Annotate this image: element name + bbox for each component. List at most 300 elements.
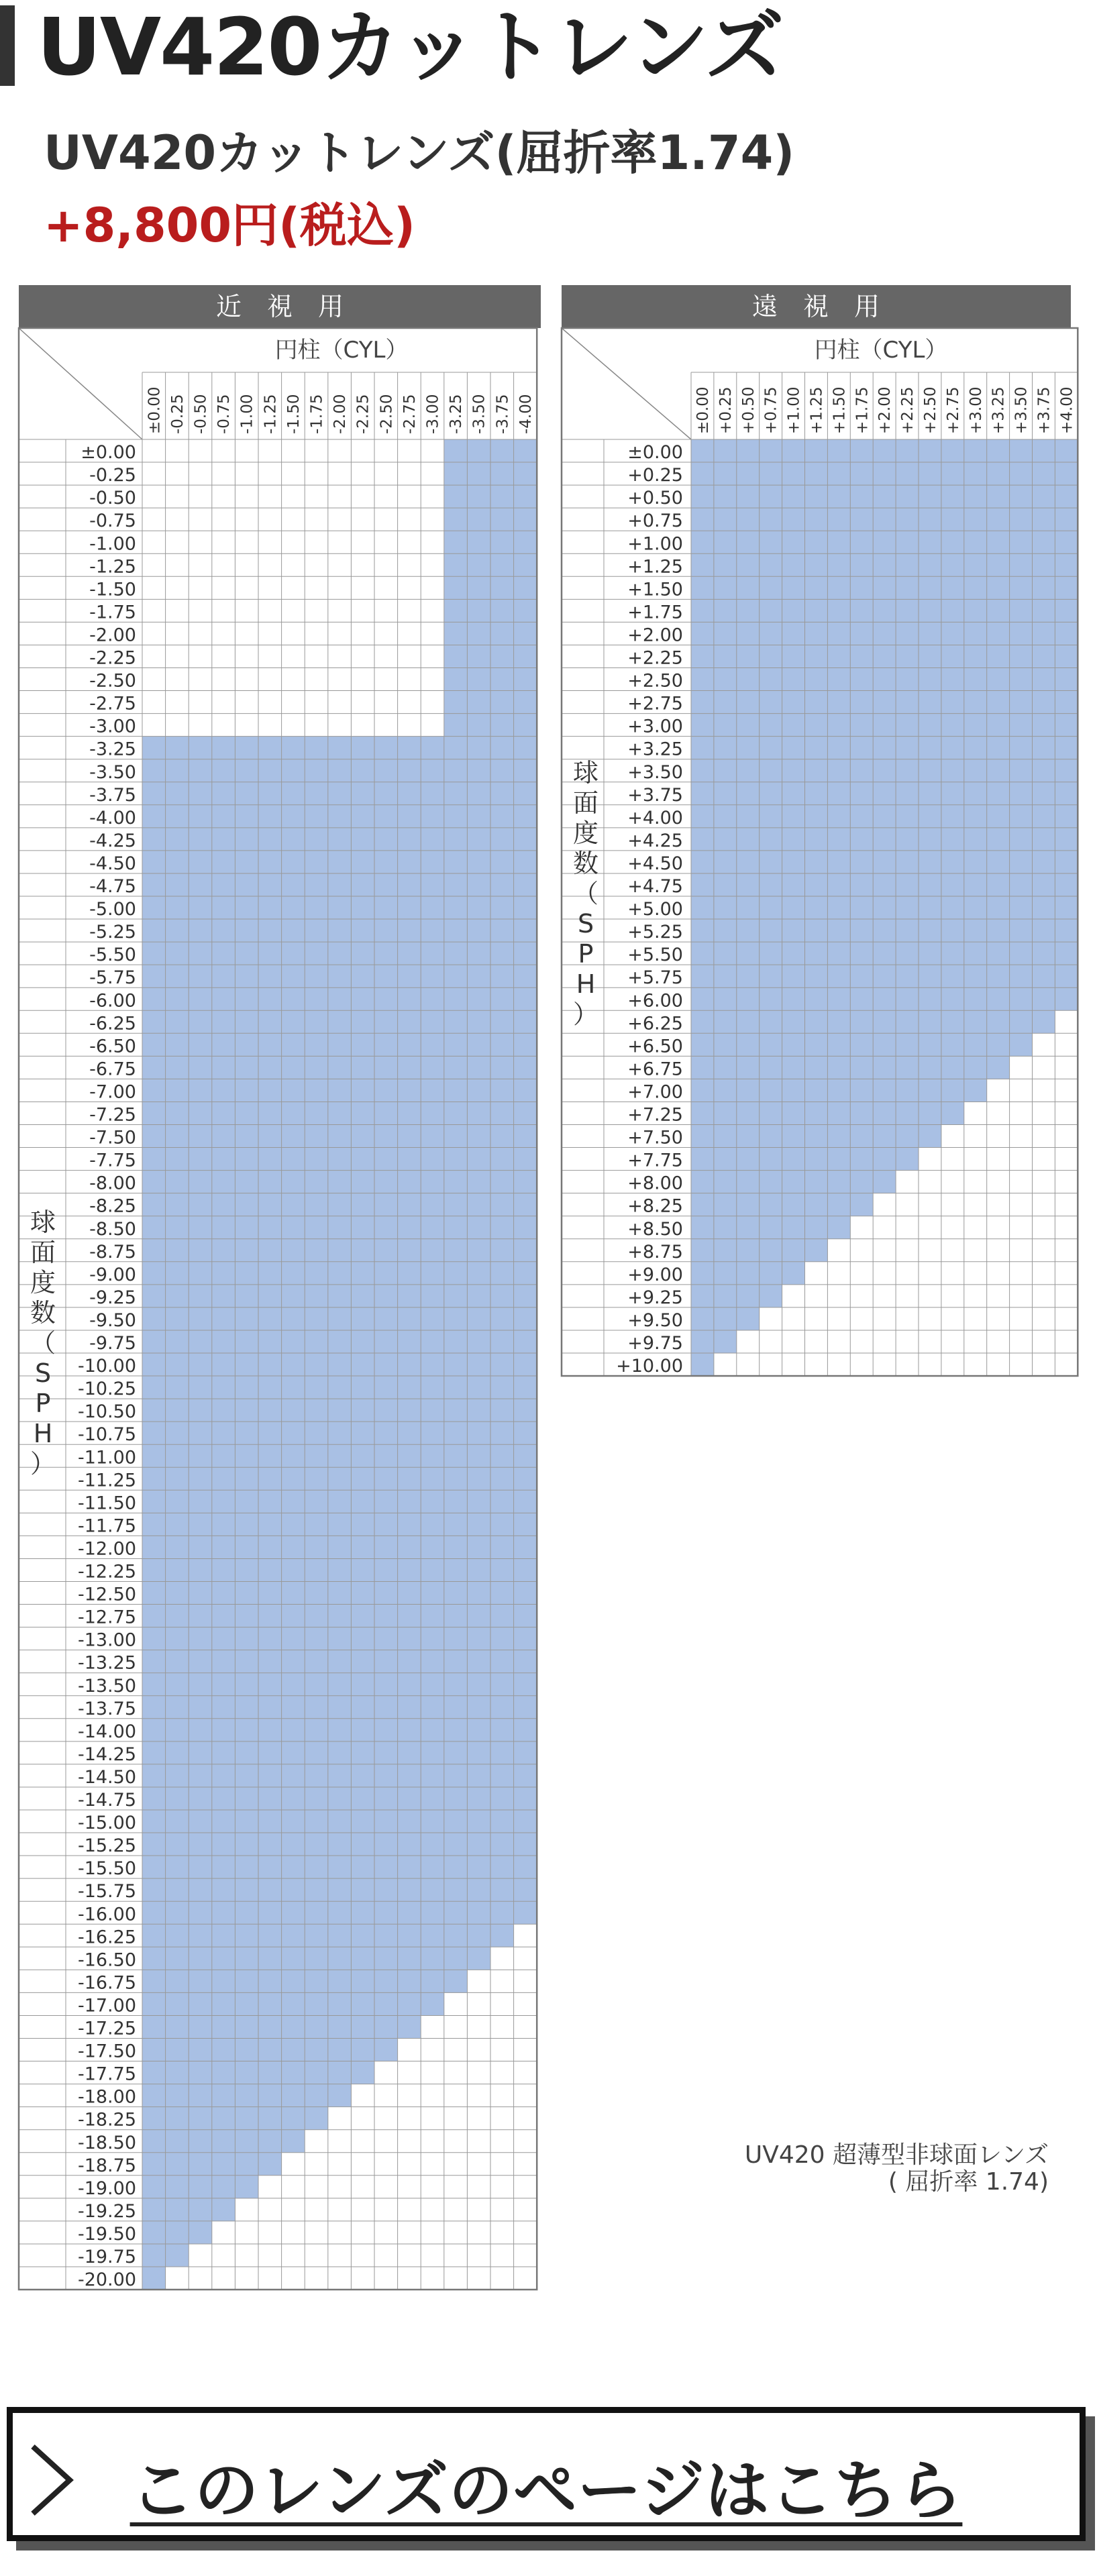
near-cell-available bbox=[142, 1787, 166, 1810]
near-cell-available bbox=[490, 1558, 514, 1581]
near-cell-available bbox=[328, 1719, 352, 1741]
near-cell-available bbox=[374, 1216, 398, 1239]
near-cell-available bbox=[305, 1216, 328, 1239]
far-cell-available bbox=[1010, 531, 1033, 553]
near-cell-available bbox=[212, 1193, 236, 1216]
near-cell-available bbox=[351, 1262, 374, 1285]
far-cell-available bbox=[941, 828, 964, 851]
near-cell-available bbox=[166, 1171, 189, 1193]
far-cell-available bbox=[805, 919, 828, 942]
far-cell-available bbox=[896, 759, 919, 782]
far-cell-available bbox=[760, 896, 782, 919]
near-cell-available bbox=[374, 1878, 398, 1901]
far-cell-available bbox=[714, 553, 737, 576]
near-cell-available bbox=[166, 1787, 189, 1810]
near-cell-available bbox=[398, 1193, 421, 1216]
far-cell-available bbox=[987, 1056, 1010, 1079]
near-cell-available bbox=[467, 1901, 490, 1924]
far-cell-available bbox=[1055, 599, 1078, 622]
near-cell-available bbox=[398, 828, 421, 851]
near-cell-available bbox=[166, 1307, 189, 1330]
near-cell-available bbox=[467, 1787, 490, 1810]
near-cell-available bbox=[142, 1673, 166, 1696]
far-sph-tick: ±0.00 bbox=[627, 442, 683, 464]
far-sph-tick: +4.75 bbox=[627, 876, 683, 897]
near-cell-available bbox=[212, 2084, 236, 2107]
near-cell-available bbox=[235, 1285, 258, 1307]
far-cell-available bbox=[1033, 851, 1055, 873]
near-cell-available bbox=[212, 873, 236, 896]
far-cell-available bbox=[691, 1056, 714, 1079]
far-cell-available bbox=[827, 1079, 850, 1102]
near-cell-available bbox=[282, 987, 305, 1010]
near-cell-available bbox=[212, 1787, 236, 1810]
near-cell-available bbox=[235, 1330, 258, 1353]
far-cell-available bbox=[782, 987, 805, 1010]
near-cell-available bbox=[189, 1262, 212, 1285]
near-cell-available bbox=[444, 873, 468, 896]
far-cell-available bbox=[714, 462, 737, 485]
near-cell-available bbox=[328, 1833, 352, 1856]
near-cell-available bbox=[514, 508, 537, 531]
near-sph-axis-char: H bbox=[33, 1419, 53, 1448]
near-sph-tick: -2.00 bbox=[89, 625, 136, 646]
near-cell-available bbox=[166, 1056, 189, 1079]
near-cell-available bbox=[514, 1285, 537, 1307]
far-cell-available bbox=[896, 1010, 919, 1033]
near-cell-available bbox=[142, 1421, 166, 1444]
far-cell-available bbox=[714, 737, 737, 759]
near-sph-tick: -5.50 bbox=[89, 945, 136, 966]
near-cell-available bbox=[421, 1330, 444, 1353]
far-cell-available bbox=[850, 668, 873, 691]
far-cell-available bbox=[987, 553, 1010, 576]
far-cell-available bbox=[987, 576, 1010, 599]
far-cell-available bbox=[714, 1033, 737, 1056]
far-cell-available bbox=[760, 828, 782, 851]
far-sph-tick: +6.25 bbox=[627, 1013, 683, 1034]
far-cell-available bbox=[760, 1010, 782, 1033]
near-sph-tick: -18.75 bbox=[77, 2155, 136, 2176]
near-cell-available bbox=[374, 1171, 398, 1193]
far-sph-tick: +2.75 bbox=[627, 693, 683, 714]
near-cell-available bbox=[142, 919, 166, 942]
near-cell-available bbox=[421, 828, 444, 851]
near-cell-available bbox=[398, 1992, 421, 2015]
near-cell-available bbox=[189, 1079, 212, 1102]
near-cell-available bbox=[282, 2039, 305, 2061]
far-cell-available bbox=[1055, 851, 1078, 873]
near-cell-available bbox=[258, 942, 282, 965]
lens-page-link-button[interactable] bbox=[7, 2407, 1086, 2541]
far-corner-diagonal bbox=[562, 328, 691, 439]
far-cell-available bbox=[1010, 599, 1033, 622]
far-cell-available bbox=[850, 531, 873, 553]
far-cell-available bbox=[1055, 531, 1078, 553]
near-cell-available bbox=[258, 782, 282, 805]
far-cell-available bbox=[827, 553, 850, 576]
near-cell-available bbox=[374, 1627, 398, 1650]
far-sph-tick: +7.25 bbox=[627, 1104, 683, 1126]
near-cell-available bbox=[189, 1056, 212, 1079]
near-cell-available bbox=[166, 1924, 189, 1947]
far-cell-available bbox=[737, 1102, 760, 1124]
far-cell-available bbox=[919, 553, 941, 576]
near-cell-available bbox=[398, 987, 421, 1010]
far-sph-tick: +3.00 bbox=[627, 716, 683, 737]
near-cell-available bbox=[142, 1490, 166, 1513]
near-cyl-tick: -1.75 bbox=[308, 394, 326, 434]
near-cell-available bbox=[305, 1992, 328, 2015]
near-cell-available bbox=[421, 1102, 444, 1124]
near-cell-available bbox=[305, 1901, 328, 1924]
near-cell-available bbox=[328, 1605, 352, 1627]
near-cell-available bbox=[212, 2015, 236, 2038]
far-cell-available bbox=[1033, 965, 1055, 987]
far-cell-available bbox=[987, 485, 1010, 508]
near-cell-available bbox=[258, 1033, 282, 1056]
near-cell-available bbox=[467, 737, 490, 759]
near-cell-available bbox=[514, 1148, 537, 1171]
near-cell-available bbox=[444, 828, 468, 851]
far-cell-available bbox=[1010, 439, 1033, 462]
far-cell-available bbox=[873, 759, 896, 782]
near-cell-available bbox=[328, 1307, 352, 1330]
far-cell-available bbox=[805, 1193, 828, 1216]
far-cyl-tick: +1.00 bbox=[785, 386, 803, 434]
far-cell-available bbox=[737, 1239, 760, 1262]
far-cyl-labels bbox=[694, 387, 1076, 434]
near-cell-available bbox=[444, 1741, 468, 1764]
near-sph-tick: -18.50 bbox=[77, 2132, 136, 2153]
near-cell-available bbox=[282, 1924, 305, 1947]
near-cell-available bbox=[398, 1467, 421, 1490]
near-cell-available bbox=[444, 1056, 468, 1079]
near-cell-available bbox=[166, 896, 189, 919]
near-cell-available bbox=[142, 1513, 166, 1536]
far-cell-available bbox=[805, 1102, 828, 1124]
near-cell-available bbox=[235, 1696, 258, 1719]
near-sph-tick: -16.75 bbox=[77, 1972, 136, 1994]
far-cell-available bbox=[850, 1102, 873, 1124]
far-cell-available bbox=[896, 1125, 919, 1148]
near-cell-available bbox=[467, 1056, 490, 1079]
near-cell-available bbox=[421, 1513, 444, 1536]
far-cell-available bbox=[827, 1171, 850, 1193]
far-cell-available bbox=[714, 828, 737, 851]
far-cell-available bbox=[1033, 668, 1055, 691]
far-cell-available bbox=[896, 622, 919, 645]
near-cell-available bbox=[351, 1673, 374, 1696]
near-cell-available bbox=[258, 1399, 282, 1421]
far-cell-available bbox=[737, 965, 760, 987]
far-cell-available bbox=[964, 1033, 987, 1056]
near-cell-available bbox=[258, 1856, 282, 1878]
far-cell-available bbox=[1033, 622, 1055, 645]
near-cell-available bbox=[142, 2153, 166, 2176]
far-cell-available bbox=[1010, 737, 1033, 759]
near-sph-tick: -10.75 bbox=[77, 1424, 136, 1446]
near-cell-available bbox=[328, 1741, 352, 1764]
near-cell-available bbox=[305, 1102, 328, 1124]
near-cell-available bbox=[142, 805, 166, 828]
near-cell-available bbox=[514, 1741, 537, 1764]
far-cell-available bbox=[896, 919, 919, 942]
near-cell-available bbox=[189, 1102, 212, 1124]
near-cell-available bbox=[212, 805, 236, 828]
near-cyl-tick: -2.00 bbox=[331, 394, 350, 434]
near-cell-available bbox=[351, 1558, 374, 1581]
far-cell-available bbox=[782, 942, 805, 965]
far-cell-available bbox=[941, 691, 964, 714]
far-cell-available bbox=[919, 576, 941, 599]
near-cell-available bbox=[467, 1467, 490, 1490]
near-cell-available bbox=[305, 1376, 328, 1399]
far-cell-available bbox=[827, 805, 850, 828]
near-cell-available bbox=[235, 2153, 258, 2176]
near-cell-available bbox=[421, 1673, 444, 1696]
near-cell-available bbox=[490, 1079, 514, 1102]
far-sph-tick: +1.50 bbox=[627, 579, 683, 600]
far-cell-available bbox=[760, 1148, 782, 1171]
near-cell-available bbox=[189, 1582, 212, 1605]
near-cell-available bbox=[351, 1810, 374, 1833]
near-cell-available bbox=[490, 1421, 514, 1444]
far-cell-available bbox=[782, 622, 805, 645]
far-cell-available bbox=[691, 645, 714, 667]
near-cell-available bbox=[514, 1399, 537, 1421]
near-sph-tick: -0.25 bbox=[89, 465, 136, 486]
near-cell-available bbox=[444, 714, 468, 737]
near-cell-available bbox=[258, 1901, 282, 1924]
near-cell-available bbox=[398, 942, 421, 965]
near-cell-available bbox=[305, 1033, 328, 1056]
far-cell-available bbox=[941, 737, 964, 759]
near-cell-available bbox=[514, 1878, 537, 1901]
far-cell-available bbox=[941, 805, 964, 828]
far-cell-available bbox=[782, 965, 805, 987]
near-cell-available bbox=[328, 1992, 352, 2015]
near-cell-available bbox=[305, 1239, 328, 1262]
far-cell-available bbox=[805, 1079, 828, 1102]
far-sph-tick: +6.50 bbox=[627, 1036, 683, 1057]
far-cell-available bbox=[805, 1033, 828, 1056]
near-cell-available bbox=[444, 1878, 468, 1901]
near-cell-available bbox=[189, 2039, 212, 2061]
near-cell-available bbox=[444, 691, 468, 714]
near-cell-available bbox=[444, 1376, 468, 1399]
near-cyl-tick: -3.75 bbox=[494, 394, 512, 434]
near-cell-available bbox=[305, 2084, 328, 2107]
near-cell-available bbox=[166, 1605, 189, 1627]
far-cyl-tick: +3.25 bbox=[990, 386, 1008, 434]
far-cell-available bbox=[987, 691, 1010, 714]
near-cell-available bbox=[328, 1467, 352, 1490]
far-cell-available bbox=[919, 737, 941, 759]
far-cell-available bbox=[964, 531, 987, 553]
near-cell-available bbox=[351, 1696, 374, 1719]
near-cell-available bbox=[374, 1764, 398, 1787]
far-cell-available bbox=[987, 919, 1010, 942]
near-cell-available bbox=[212, 1992, 236, 2015]
far-cell-available bbox=[964, 485, 987, 508]
near-cell-available bbox=[189, 1719, 212, 1741]
far-cell-available bbox=[896, 1079, 919, 1102]
far-cell-available bbox=[919, 965, 941, 987]
far-sph-tick: +4.50 bbox=[627, 853, 683, 874]
far-cell-available bbox=[737, 919, 760, 942]
near-cell-available bbox=[398, 1810, 421, 1833]
near-cell-available bbox=[490, 622, 514, 645]
near-cell-available bbox=[467, 599, 490, 622]
far-cell-available bbox=[873, 462, 896, 485]
near-cell-available bbox=[305, 782, 328, 805]
far-cell-available bbox=[1055, 965, 1078, 987]
near-cell-available bbox=[189, 2198, 212, 2221]
near-cell-available bbox=[398, 1582, 421, 1605]
near-cyl-tick: -2.75 bbox=[401, 394, 419, 434]
near-cell-available bbox=[166, 2084, 189, 2107]
far-cell-available bbox=[1010, 1033, 1033, 1056]
near-cell-available bbox=[374, 805, 398, 828]
far-cell-available bbox=[691, 1193, 714, 1216]
near-cell-available bbox=[328, 919, 352, 942]
near-cell-available bbox=[305, 1719, 328, 1741]
price-label: +8,800円(税込) bbox=[44, 198, 416, 253]
near-cell-available bbox=[351, 1992, 374, 2015]
near-cell-available bbox=[514, 576, 537, 599]
far-cell-available bbox=[737, 851, 760, 873]
far-cell-available bbox=[919, 485, 941, 508]
near-cell-available bbox=[142, 1330, 166, 1353]
far-cell-available bbox=[827, 576, 850, 599]
near-cell-available bbox=[328, 1490, 352, 1513]
near-cell-available bbox=[166, 759, 189, 782]
near-cell-available bbox=[258, 1148, 282, 1171]
far-cell-available bbox=[691, 714, 714, 737]
near-cell-available bbox=[514, 485, 537, 508]
near-cell-available bbox=[374, 1330, 398, 1353]
far-cell-available bbox=[873, 828, 896, 851]
near-cell-available bbox=[166, 873, 189, 896]
far-cell-available bbox=[896, 942, 919, 965]
far-cell-available bbox=[805, 759, 828, 782]
near-cell-available bbox=[421, 1627, 444, 1650]
far-cell-available bbox=[1010, 668, 1033, 691]
near-cell-available bbox=[444, 1764, 468, 1787]
far-cell-available bbox=[987, 714, 1010, 737]
far-cell-available bbox=[827, 508, 850, 531]
near-cell-available bbox=[444, 1924, 468, 1947]
near-cell-available bbox=[235, 965, 258, 987]
near-cell-available bbox=[282, 1901, 305, 1924]
far-cell-available bbox=[1033, 759, 1055, 782]
far-cell-available bbox=[737, 599, 760, 622]
far-cell-available bbox=[760, 737, 782, 759]
near-cell-available bbox=[351, 782, 374, 805]
far-cell-available bbox=[941, 1033, 964, 1056]
near-cell-available bbox=[235, 1444, 258, 1467]
near-cell-available bbox=[467, 1148, 490, 1171]
near-cell-available bbox=[444, 1719, 468, 1741]
near-cell-available bbox=[444, 1330, 468, 1353]
far-cell-available bbox=[782, 1033, 805, 1056]
far-cell-available bbox=[873, 485, 896, 508]
far-cell-available bbox=[987, 668, 1010, 691]
far-cell-available bbox=[1033, 576, 1055, 599]
far-cell-available bbox=[760, 714, 782, 737]
near-sph-tick: -14.25 bbox=[77, 1743, 136, 1765]
near-cell-available bbox=[212, 1239, 236, 1262]
near-sph-axis-char: 球 bbox=[30, 1208, 56, 1237]
near-cell-available bbox=[444, 1901, 468, 1924]
near-cell-available bbox=[282, 896, 305, 919]
near-cell-available bbox=[444, 1193, 468, 1216]
far-cell-available bbox=[714, 1171, 737, 1193]
far-cell-available bbox=[1010, 851, 1033, 873]
near-cell-available bbox=[305, 873, 328, 896]
near-cell-available bbox=[189, 1947, 212, 1970]
far-cell-available bbox=[805, 508, 828, 531]
near-cell-available bbox=[490, 1719, 514, 1741]
far-cell-available bbox=[896, 714, 919, 737]
far-cell-available bbox=[1055, 462, 1078, 485]
near-cell-available bbox=[189, 851, 212, 873]
near-cell-available bbox=[212, 1696, 236, 1719]
far-cell-available bbox=[919, 668, 941, 691]
near-cell-available bbox=[142, 1901, 166, 1924]
near-cell-available bbox=[282, 1650, 305, 1673]
near-cell-available bbox=[166, 1330, 189, 1353]
near-cell-available bbox=[282, 1010, 305, 1033]
far-cell-available bbox=[760, 987, 782, 1010]
far-cell-available bbox=[1010, 987, 1033, 1010]
near-cell-available bbox=[282, 1582, 305, 1605]
far-cell-available bbox=[714, 1148, 737, 1171]
near-cell-available bbox=[328, 1582, 352, 1605]
near-cell-available bbox=[235, 1513, 258, 1536]
far-sph-tick: +0.25 bbox=[627, 465, 683, 486]
near-cell-available bbox=[398, 1353, 421, 1376]
near-cell-available bbox=[351, 1856, 374, 1878]
near-cell-available bbox=[166, 919, 189, 942]
near-cell-available bbox=[166, 965, 189, 987]
near-sph-axis-label bbox=[30, 1208, 56, 1479]
far-cell-available bbox=[964, 942, 987, 965]
near-sph-tick: -2.25 bbox=[89, 647, 136, 669]
near-cell-available bbox=[282, 1627, 305, 1650]
far-cell-available bbox=[850, 553, 873, 576]
near-cell-available bbox=[305, 1171, 328, 1193]
near-cell-available bbox=[421, 1970, 444, 1992]
near-cell-available bbox=[467, 782, 490, 805]
near-cell-available bbox=[282, 2015, 305, 2038]
far-cell-available bbox=[919, 828, 941, 851]
near-cell-available bbox=[258, 1193, 282, 1216]
near-cell-available bbox=[328, 1330, 352, 1353]
near-cell-available bbox=[398, 2015, 421, 2038]
near-cell-available bbox=[467, 828, 490, 851]
far-cell-available bbox=[714, 851, 737, 873]
far-cell-available bbox=[782, 1239, 805, 1262]
far-cyl-tick: +3.75 bbox=[1035, 386, 1053, 434]
far-cell-available bbox=[919, 531, 941, 553]
near-cell-available bbox=[444, 1102, 468, 1124]
near-cell-available bbox=[189, 1673, 212, 1696]
near-cell-available bbox=[467, 1330, 490, 1353]
near-cell-available bbox=[514, 1810, 537, 1833]
near-cell-available bbox=[282, 1992, 305, 2015]
